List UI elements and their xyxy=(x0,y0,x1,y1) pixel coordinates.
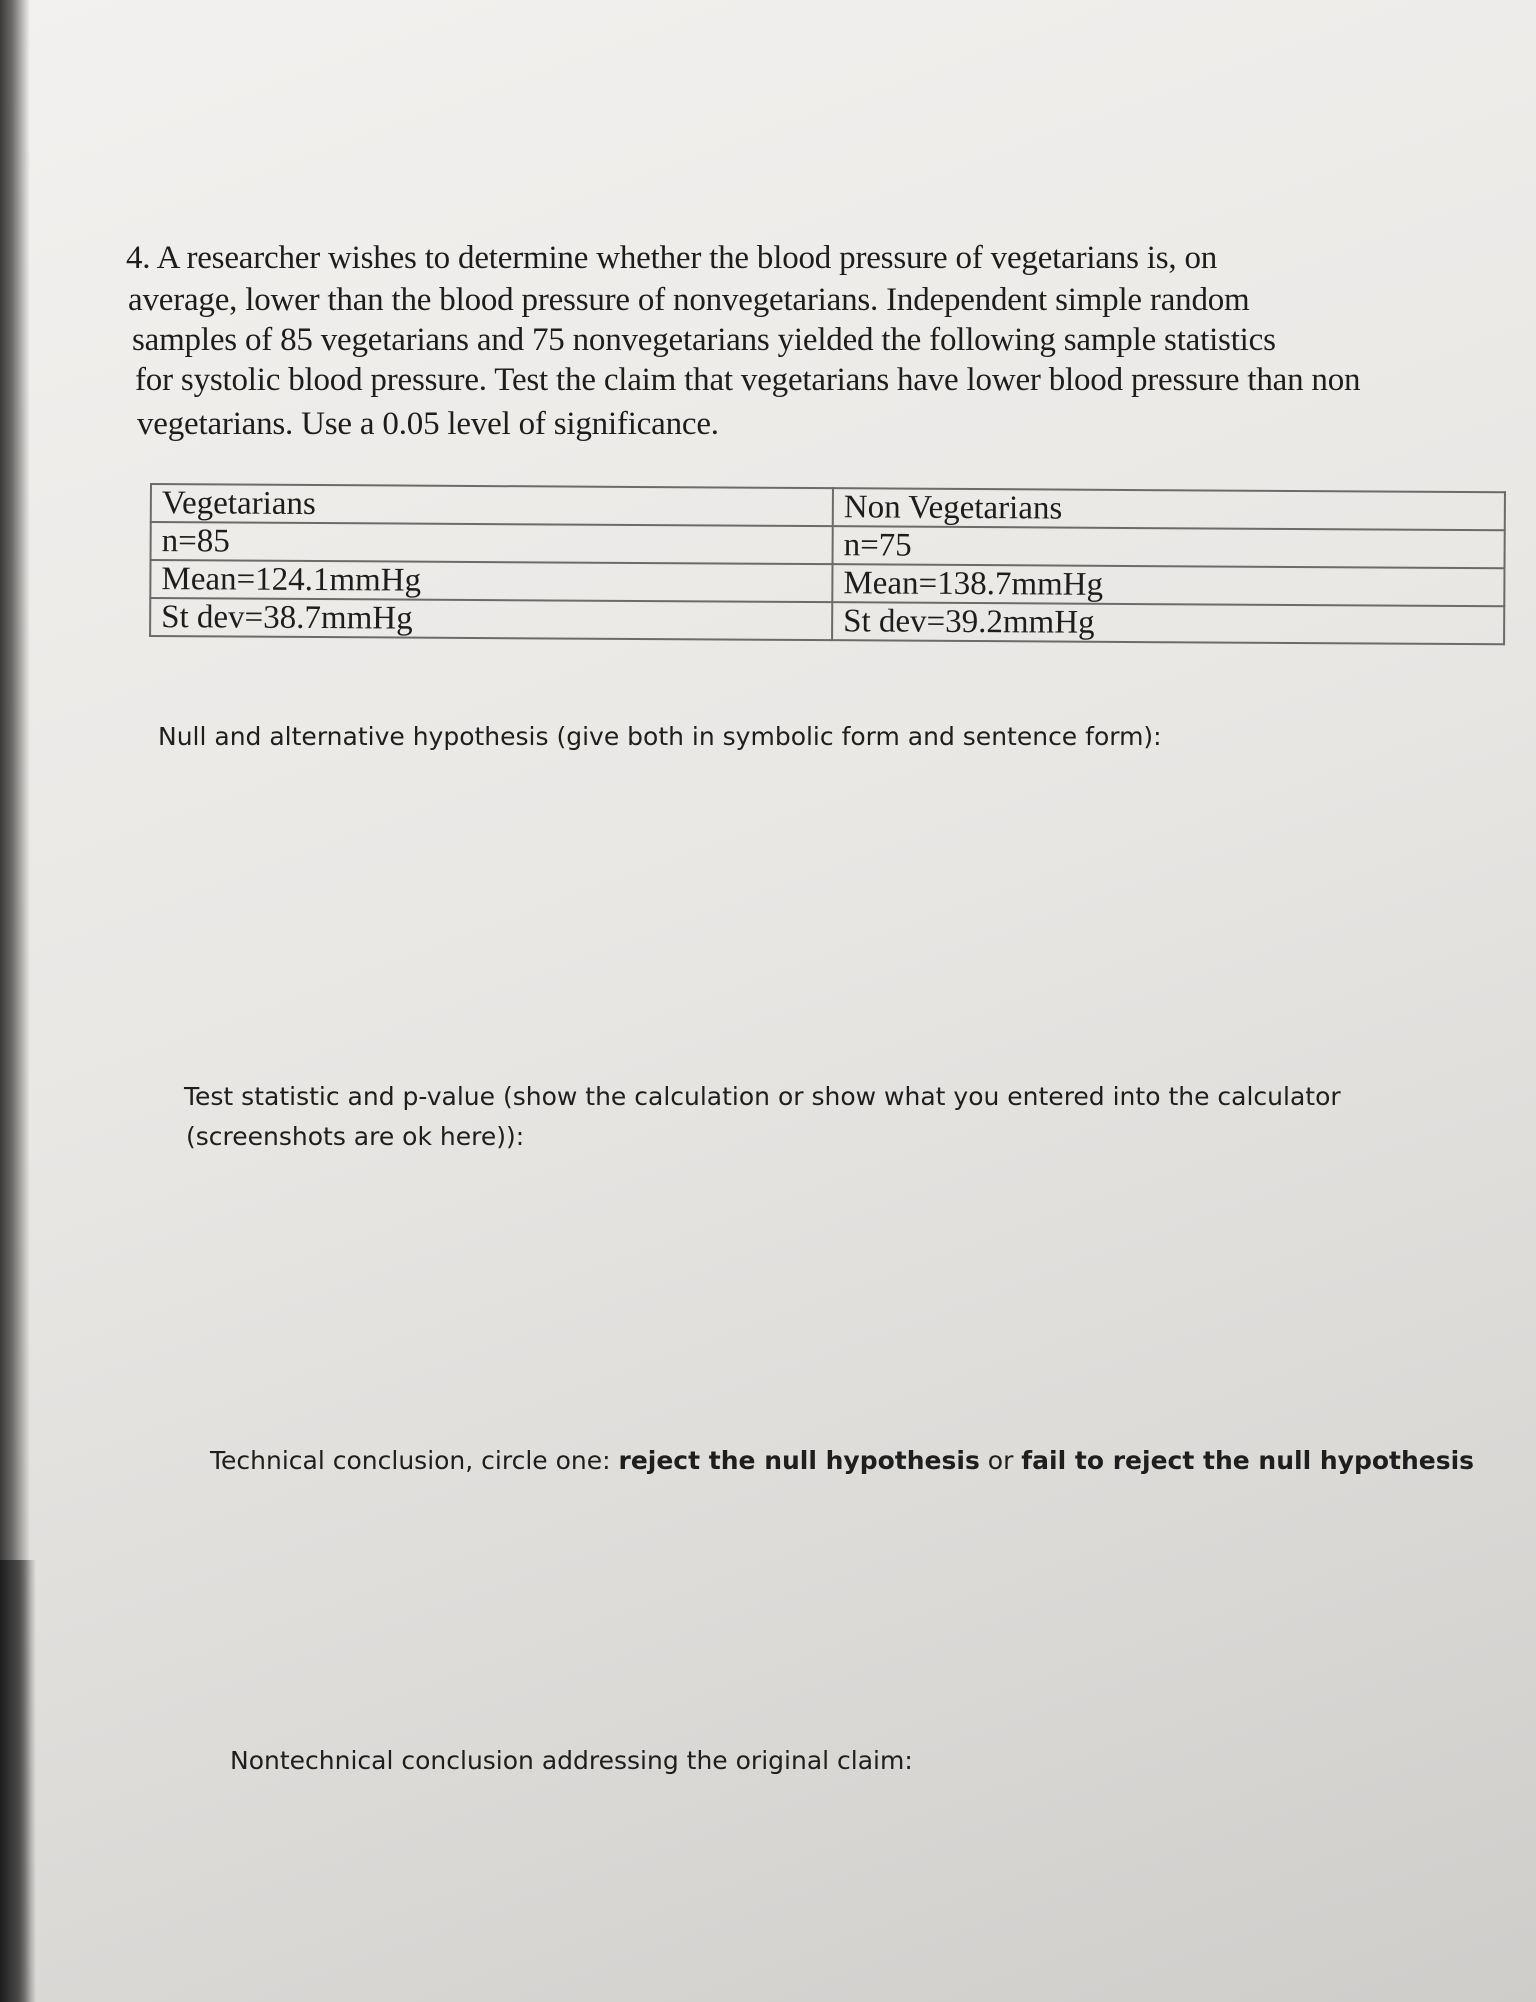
table-cell: St dev=38.7mmHg xyxy=(150,598,832,640)
table-cell: Mean=138.7mmHg xyxy=(832,564,1504,606)
problem-line: 4. A researcher wishes to determine whether the blood pressure of vegetarians is, on xyxy=(126,240,1218,276)
table-cell: n=75 xyxy=(833,526,1505,568)
page-edge-shadow-bottom xyxy=(0,1560,36,2002)
hypothesis-prompt: Null and alternative hypothesis (give both in symbolic form and sentence form): xyxy=(158,722,1162,751)
technical-conclusion-prompt xyxy=(210,1446,1474,1475)
technical-conclusion-label: Technical conclusion, circle one: xyxy=(210,1446,619,1475)
table-cell: Non Vegetarians xyxy=(833,488,1505,530)
nontechnical-conclusion-prompt: Nontechnical conclusion addressing the original claim: xyxy=(230,1746,913,1775)
or-text: or xyxy=(979,1446,1022,1475)
table-cell: St dev=39.2mmHg xyxy=(832,602,1504,644)
table-row xyxy=(150,598,1504,644)
table-cell: Mean=124.1mmHg xyxy=(150,560,832,602)
test-statistic-prompt: Test statistic and p-value (show the calculation or show what you entered into the calculator xyxy=(184,1082,1341,1111)
problem-line: for systolic blood pressure. Test the claim that vegetarians have lower blood pressure than non xyxy=(135,362,1361,398)
problem-line: samples of 85 vegetarians and 75 nonvegetarians yielded the following sample statistics xyxy=(132,322,1276,358)
fail-to-reject-option[interactable]: fail to reject the null hypothesis xyxy=(1021,1446,1475,1475)
problem-line: vegetarians. Use a 0.05 level of significance. xyxy=(137,406,719,442)
problem-line: average, lower than the blood pressure of nonvegetarians. Independent simple random xyxy=(128,282,1250,318)
test-statistic-prompt-cont: (screenshots are ok here)): xyxy=(186,1122,525,1151)
table-cell: Vegetarians xyxy=(151,484,833,526)
reject-option[interactable]: reject the null hypothesis xyxy=(618,1446,980,1475)
table-cell: n=85 xyxy=(151,522,833,564)
statistics-table xyxy=(149,483,1506,645)
